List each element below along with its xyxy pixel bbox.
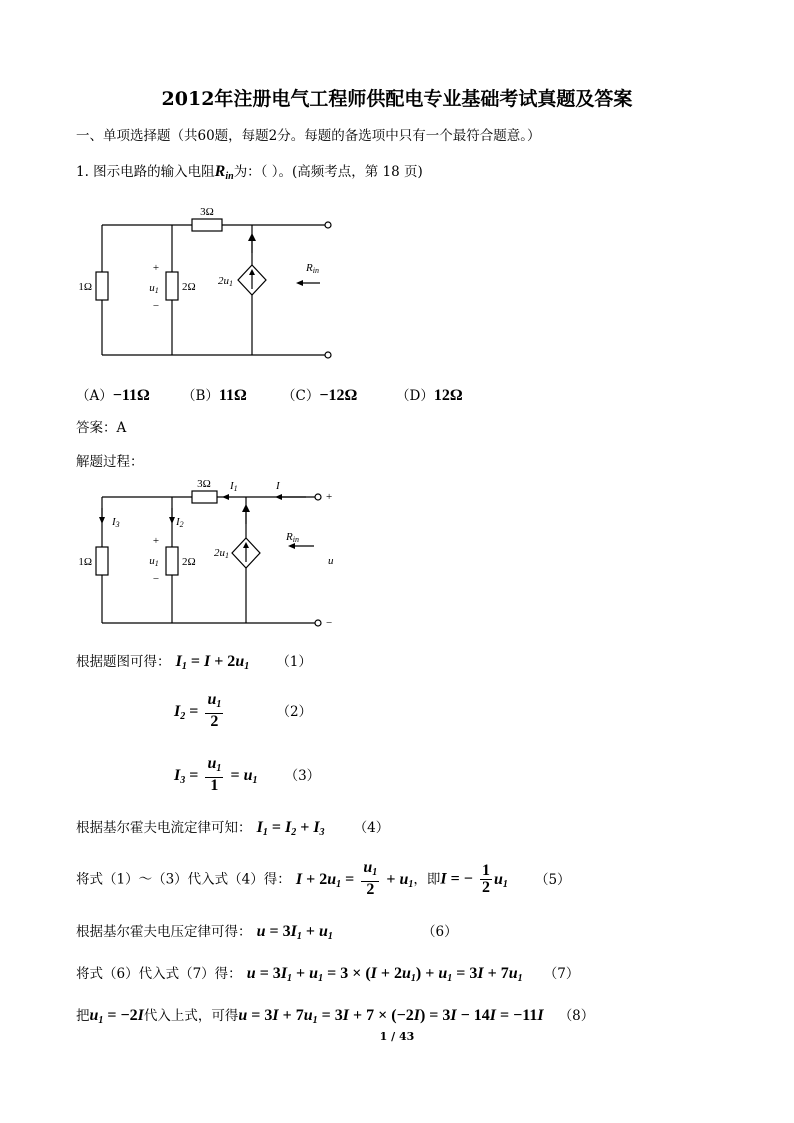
option-b: （B）11Ω [182, 387, 247, 404]
option-c: （C）−12Ω [282, 387, 358, 404]
answer-line: 答案：A [76, 420, 127, 436]
circuit2-u1-label: u1 [149, 555, 159, 568]
circuit1-rin-label: Rin [306, 262, 319, 275]
question-suffix: 为：（ ）。(高频考点，第 18 页) [233, 164, 423, 180]
circuit1-source-label: 2u1 [218, 275, 233, 288]
equation-5: 将式（1）～（3）代入式（4）得： $I + 2u_1$ = $\frac{u_1}{2}$ + $u_1$，即I = − $\frac{1}{2}$ $u_1$ （5） [76, 859, 571, 898]
circuit-diagram-1 [70, 195, 350, 365]
circuit2-i3-label: I3 [112, 516, 120, 529]
circuit1-r1-label: 1Ω [78, 281, 92, 293]
equation-2: $I_2$ = $\frac{u_1}{2}$ （2） [174, 691, 313, 730]
equation-3: $I_3$ = $\frac{u_1}{1}$ = $u_1$ （3） [174, 755, 321, 794]
equation-4: 根据基尔霍夫电流定律可知： $I_1 = I_2 + I_3$ （4） [76, 819, 390, 838]
option-a: （A）−11Ω [76, 387, 150, 404]
circuit2-source-label: 2u1 [214, 547, 229, 560]
circuit2-i2-label: I2 [176, 516, 184, 529]
circuit2-i1-label: I1 [230, 480, 238, 493]
process-heading: 解题过程： [76, 454, 144, 470]
circuit1-minus: − [152, 300, 160, 312]
page-title: 2012年注册电气工程师供配电专业基础考试真题及答案 [161, 88, 633, 110]
circuit2-minus-terminal: − [326, 617, 333, 629]
circuit1-r3-label: 3Ω [200, 206, 214, 218]
option-d: （D）12Ω [396, 387, 463, 404]
question-1 [76, 160, 423, 182]
circuit2-r3-label: 3Ω [197, 478, 211, 490]
circuit1-r2-label: 2Ω [182, 281, 196, 293]
section-heading: 一、单项选择题（共60题，每题2分。每题的备选项中只有一个最符合题意。） [76, 128, 541, 144]
circuit2-r1-label: 1Ω [78, 556, 92, 568]
equation-1: 根据题图可得： $I_1 = I + 2u_1$ （1） [76, 653, 312, 672]
question-prefix: 1. 图示电路的输入电阻 [76, 164, 215, 180]
question-rin: $R_{in}$ [214, 163, 234, 182]
circuit2-i-label: I [276, 480, 280, 492]
circuit1-plus: + [152, 262, 160, 274]
equation-8: 把$u_1 = -2I$代入上式，可得$u = 3I + 7u_1 = 3I + 7 \times (-2I) = 3I - 14I = -11I$ （8） [76, 1007, 595, 1026]
equation-7: 将式（6）代入式（7）得： $u = 3I_1 + u_1 = 3 \times (I + 2u_1) + u_1 = 3I + 7u_1$ （7） [76, 965, 580, 984]
circuit2-rin-label: Rin [286, 531, 299, 544]
circuit2-plus: + [152, 535, 160, 547]
circuit-diagram-2 [70, 470, 360, 635]
equation-6: 根据基尔霍夫电压定律可得： $u = 3I_1 + u_1$ （6） [76, 923, 458, 942]
page-number: 1 / 43 [379, 1030, 415, 1043]
circuit2-plus-terminal: + [326, 491, 333, 503]
circuit2-u-label: u [328, 555, 334, 567]
circuit2-minus: − [152, 573, 160, 585]
circuit2-r2-label: 2Ω [182, 556, 196, 568]
circuit1-u1-label: u1 [149, 282, 159, 295]
